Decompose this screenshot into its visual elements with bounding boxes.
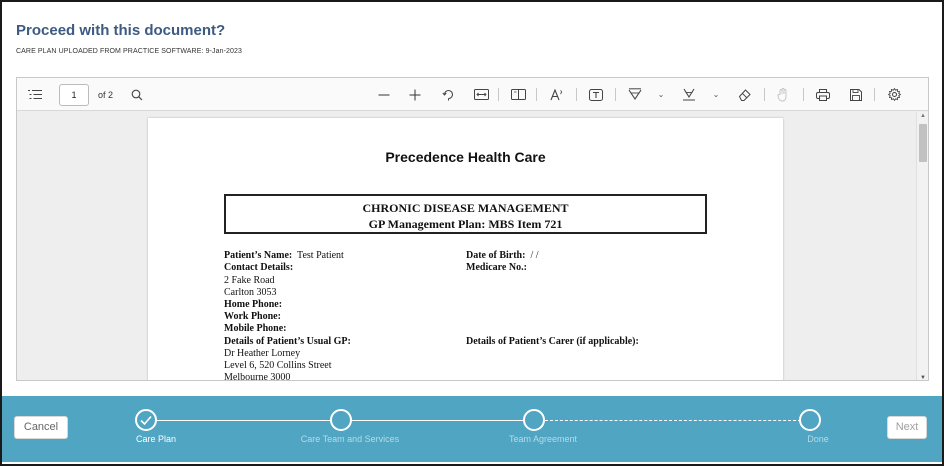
highlight-dropdown-chevron-icon[interactable]: ⌄ xyxy=(657,90,665,99)
text-box-icon[interactable] xyxy=(587,86,605,103)
two-page-icon[interactable] xyxy=(509,86,527,103)
document-page xyxy=(148,118,783,381)
document-heading-line2: GP Management Plan: MBS Item 721 xyxy=(368,217,563,231)
dob-label: Date of Birth: xyxy=(466,250,526,261)
read-aloud-icon[interactable] xyxy=(548,86,566,103)
page-number-input[interactable]: 1 xyxy=(59,84,89,106)
gp-address2: Melbourne 3000 xyxy=(224,372,291,381)
mobile-phone-label: Mobile Phone: xyxy=(224,323,287,334)
dialog-title: Proceed with this document? xyxy=(16,22,226,39)
address-line1: 2 Fake Road xyxy=(224,275,275,286)
zoom-out-icon[interactable] xyxy=(376,86,392,103)
fit-width-icon[interactable] xyxy=(472,86,490,103)
dob-row xyxy=(466,250,539,262)
step-connector-1 xyxy=(156,420,332,421)
pdf-viewer xyxy=(16,77,929,381)
zoom-in-icon[interactable] xyxy=(407,86,423,103)
step-1-check-icon xyxy=(135,409,157,431)
patient-name-row xyxy=(224,250,344,262)
address-line2: Carlton 3053 xyxy=(224,287,277,298)
usual-gp-label: Details of Patient’s Usual GP: xyxy=(224,336,351,347)
step-3-circle-icon xyxy=(523,409,545,431)
highlight-icon[interactable] xyxy=(626,86,644,103)
step-4-circle-icon xyxy=(799,409,821,431)
patient-name-value: Test Patient xyxy=(297,250,344,261)
underline-dropdown-chevron-icon[interactable]: ⌄ xyxy=(712,90,720,99)
step-label-team-agreement: Team Agreement xyxy=(508,434,578,444)
page-count: of 2 xyxy=(98,90,114,100)
home-phone-label: Home Phone: xyxy=(224,299,283,310)
underline-icon[interactable] xyxy=(680,86,698,103)
wizard-footer xyxy=(2,396,942,462)
print-icon[interactable] xyxy=(814,86,832,103)
dob-value: / / xyxy=(530,250,539,261)
scroll-up-arrow-icon[interactable]: ▲ xyxy=(920,113,926,119)
save-icon[interactable] xyxy=(847,86,865,103)
work-phone-label: Work Phone: xyxy=(224,311,281,322)
contact-details-label: Contact Details: xyxy=(224,262,294,273)
dialog-subtitle: CARE PLAN UPLOADED FROM PRACTICE SOFTWARE: 9-Jan-2023 xyxy=(16,48,242,55)
step-label-care-team: Care Team and Services xyxy=(300,434,400,444)
step-2-circle-icon xyxy=(330,409,352,431)
step-connector-3 xyxy=(545,420,801,421)
search-icon[interactable] xyxy=(129,86,145,103)
document-heading-line1: CHRONIC DISEASE MANAGEMENT xyxy=(362,201,569,215)
patient-name-label: Patient’s Name: xyxy=(224,250,293,261)
medicare-label: Medicare No.: xyxy=(466,262,527,273)
step-connector-2 xyxy=(352,420,526,421)
document-heading-box xyxy=(224,194,707,234)
eraser-icon[interactable] xyxy=(736,86,754,103)
carer-label: Details of Patient’s Carer (if applicable): xyxy=(466,336,639,347)
document-scroll-area[interactable] xyxy=(17,112,928,381)
gp-name: Dr Heather Lorney xyxy=(224,348,301,359)
toc-icon[interactable] xyxy=(27,86,43,103)
rotate-icon[interactable] xyxy=(440,86,456,103)
scroll-down-arrow-icon[interactable]: ▼ xyxy=(920,375,926,381)
cancel-button[interactable]: Cancel xyxy=(14,416,68,439)
next-button[interactable]: Next xyxy=(887,416,927,439)
scrollbar-thumb[interactable] xyxy=(919,124,927,162)
step-label-done: Done xyxy=(807,434,829,444)
pdf-toolbar xyxy=(17,78,928,111)
step-label-care-plan: Care Plan xyxy=(135,434,177,444)
document-org-name: Precedence Health Care xyxy=(385,149,546,165)
settings-icon[interactable] xyxy=(885,86,903,103)
vertical-scrollbar[interactable] xyxy=(916,112,928,381)
gp-address1: Level 6, 520 Collins Street xyxy=(224,360,332,371)
pan-hand-icon[interactable] xyxy=(774,86,792,103)
